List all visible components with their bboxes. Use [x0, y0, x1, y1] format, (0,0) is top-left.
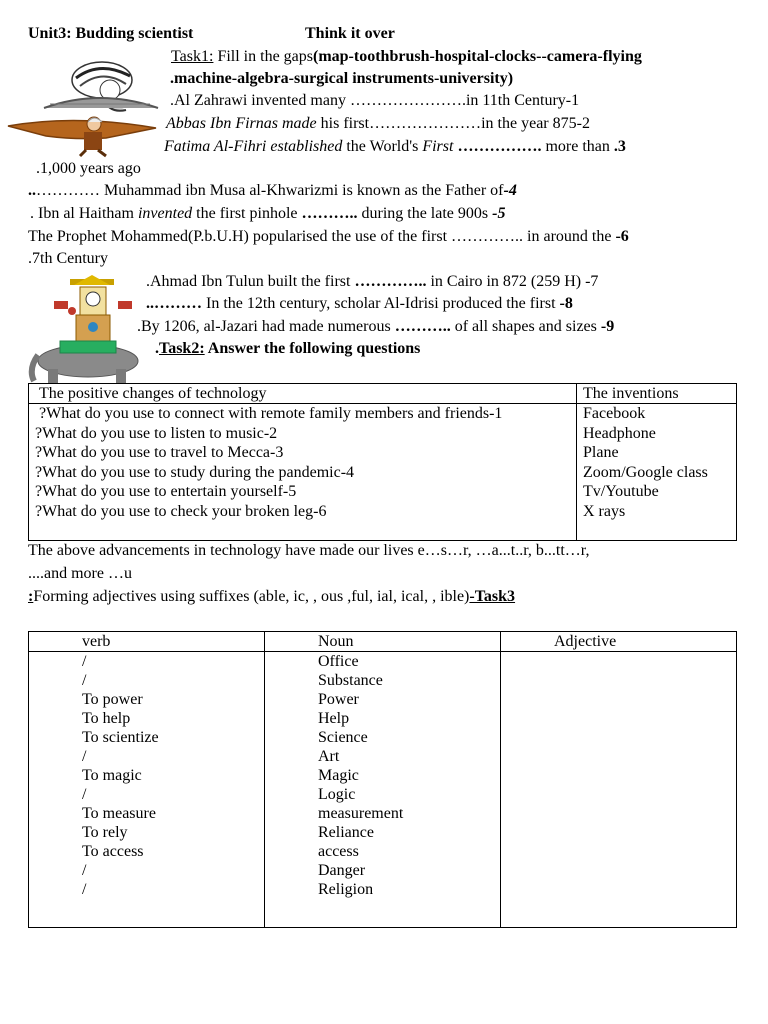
table-row	[29, 424, 737, 444]
adjective-cell[interactable]	[501, 880, 737, 928]
table-row	[29, 842, 737, 861]
worksheet-subtitle: Think it over	[305, 25, 395, 42]
verb-cell: /	[29, 785, 265, 804]
noun-cell: Office	[265, 652, 501, 672]
table-row	[29, 861, 737, 880]
advancements-line-1: The above advancements in technology have made our lives e…s…r, …a...t..r, b...tt…r,	[28, 542, 590, 559]
table-row	[29, 804, 737, 823]
answer-cell: X rays	[577, 502, 737, 541]
question-cell: ?What do you use to listen to music-2	[29, 424, 577, 444]
verb-cell: To measure	[29, 804, 265, 823]
noun-cell: Help	[265, 709, 501, 728]
header-adjective: Adjective	[501, 632, 737, 652]
noun-cell: Religion	[265, 880, 501, 928]
header-changes: The positive changes of technology	[29, 384, 577, 404]
verb-cell: /	[29, 652, 265, 672]
answer-cell: Plane	[577, 443, 737, 463]
adjective-cell[interactable]	[501, 804, 737, 823]
advancements-line-2: ....and more …u	[28, 565, 132, 582]
header-inventions: The inventions	[577, 384, 737, 404]
table-row	[29, 747, 737, 766]
task1-sentence-8: ..……… In the 12th century, scholar Al-Idrisi produced the first -8	[146, 295, 573, 312]
task1-word-bank: .machine-algebra-surgical instruments-university)	[170, 70, 514, 87]
scholar-sketch-image	[40, 58, 160, 112]
adjective-cell[interactable]	[501, 861, 737, 880]
table-row	[29, 690, 737, 709]
question-cell: ?What do you use to check your broken leg-6	[29, 502, 577, 541]
verb-cell: To power	[29, 690, 265, 709]
task1-sentence-1: .Al Zahrawi invented many ………………….in 11th Century-1	[170, 92, 580, 109]
verb-cell: To magic	[29, 766, 265, 785]
verb-cell: /	[29, 880, 265, 928]
adjective-cell[interactable]	[501, 766, 737, 785]
table-row	[29, 709, 737, 728]
task3-heading: :Forming adjectives using suffixes (able, ic, , ous ,ful, ial, ical, , ible)-Task3	[28, 588, 516, 605]
question-cell: ?What do you use to travel to Mecca-3	[29, 443, 577, 463]
verb-cell: /	[29, 671, 265, 690]
table-row	[29, 652, 737, 672]
adjective-cell[interactable]	[501, 785, 737, 804]
task1-heading: Task1: Fill in the gaps(map-toothbrush-hospital-clocks--camera-flying	[171, 48, 642, 65]
header-noun: Noun	[265, 632, 501, 652]
table-row	[29, 482, 737, 502]
table-header-row	[29, 632, 737, 652]
verb-cell: To help	[29, 709, 265, 728]
table-row	[29, 463, 737, 483]
technology-table	[28, 383, 737, 541]
elephant-clock-image	[24, 275, 148, 385]
table-row	[29, 823, 737, 842]
adjective-cell[interactable]	[501, 671, 737, 690]
table-header-row	[29, 384, 737, 404]
task1-sentence-6-cont: .7th Century	[28, 250, 108, 267]
verb-cell: To access	[29, 842, 265, 861]
task1-sentence-4: ..………… Muhammad ibn Musa al-Khwarizmi is known as the Father of-4	[28, 182, 517, 199]
noun-cell: Art	[265, 747, 501, 766]
answer-cell: Headphone	[577, 424, 737, 444]
task1-sentence-2: Abbas Ibn Firnas made his first…………………in the year 875-2	[166, 115, 590, 132]
task1-sentence-5: . Ibn al Haitham invented the first pinhole ……….. during the late 900s -5	[30, 205, 506, 222]
noun-cell: Magic	[265, 766, 501, 785]
table-row	[29, 766, 737, 785]
table-row	[29, 671, 737, 690]
answer-cell: Facebook	[577, 404, 737, 424]
adjective-cell[interactable]	[501, 842, 737, 861]
noun-cell: Science	[265, 728, 501, 747]
verb-cell: To scientize	[29, 728, 265, 747]
task1-sentence-6: The Prophet Mohammed(P.b.U.H) popularised the use of the first ………….. in around the -6	[28, 228, 629, 245]
task1-sentence-3: Fatima Al-Fihri established the World's First ……………. more than .3	[164, 138, 626, 155]
task2-heading: .Task2: Answer the following questions	[155, 340, 421, 357]
table-row	[29, 728, 737, 747]
noun-cell: measurement	[265, 804, 501, 823]
verb-cell: /	[29, 747, 265, 766]
answer-cell: Tv/Youtube	[577, 482, 737, 502]
worksheet-title: Unit3: Budding scientist	[28, 25, 194, 42]
adjective-cell[interactable]	[501, 747, 737, 766]
noun-cell: Reliance	[265, 823, 501, 842]
table-row	[29, 502, 737, 541]
noun-cell: Logic	[265, 785, 501, 804]
task1-sentence-7: .Ahmad Ibn Tulun built the first ………….. in Cairo in 872 (259 H) -7	[146, 273, 599, 290]
noun-cell: access	[265, 842, 501, 861]
noun-cell: Danger	[265, 861, 501, 880]
noun-cell: Power	[265, 690, 501, 709]
adjective-cell[interactable]	[501, 728, 737, 747]
question-cell: ?What do you use to entertain yourself-5	[29, 482, 577, 502]
question-cell: ?What do you use to connect with remote family members and friends-1	[29, 404, 577, 424]
adjective-cell[interactable]	[501, 823, 737, 842]
question-cell: ?What do you use to study during the pandemic-4	[29, 463, 577, 483]
verb-cell: To rely	[29, 823, 265, 842]
task1-sentence-9: .By 1206, al-Jazari had made numerous ……….. of all shapes and sizes -9	[137, 318, 615, 335]
flying-man-image	[6, 112, 162, 158]
adjectives-table	[28, 631, 737, 928]
table-row	[29, 785, 737, 804]
adjective-cell[interactable]	[501, 690, 737, 709]
answer-cell: Zoom/Google class	[577, 463, 737, 483]
adjective-cell[interactable]	[501, 709, 737, 728]
adjective-cell[interactable]	[501, 652, 737, 672]
header-verb: verb	[29, 632, 265, 652]
task1-sentence-3-cont: .1,000 years ago	[36, 160, 141, 177]
noun-cell: Substance	[265, 671, 501, 690]
table-row	[29, 404, 737, 424]
verb-cell: /	[29, 861, 265, 880]
table-row	[29, 443, 737, 463]
table-row	[29, 880, 737, 928]
